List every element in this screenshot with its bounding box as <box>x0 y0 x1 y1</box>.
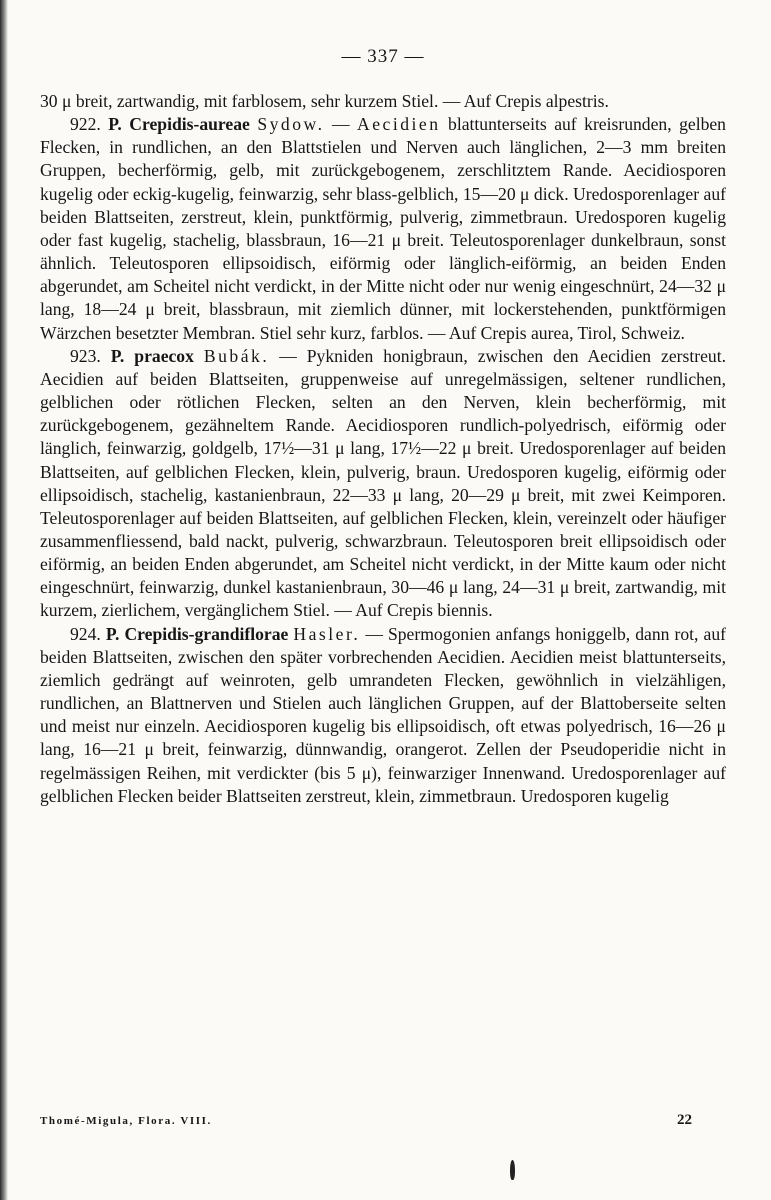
entry-923 <box>40 345 726 623</box>
entry-species-name: praecox <box>134 345 194 366</box>
entry-species-name: Crepidis-grandiflorae <box>124 623 289 644</box>
entry-author: Sydow. <box>257 114 325 135</box>
entry-number: 924. <box>70 623 101 644</box>
entry-spaced-term: Aecidien <box>357 114 441 135</box>
footer-signature: 22 <box>677 1112 692 1128</box>
entry-species-name: Crepidis-aureae <box>129 114 250 135</box>
intro-paragraph: 30 μ breit, zartwandig, mit farblosem, sehr kurzem Stiel. — Auf Crepis alpestris. <box>40 91 609 111</box>
footer-source: Thomé-Migula, Flora. VIII. <box>40 1115 212 1127</box>
ink-mark <box>510 1160 515 1180</box>
page-edge-shadow <box>0 0 8 1200</box>
book-page <box>40 0 726 1200</box>
entry-genus: P. <box>110 345 125 366</box>
entry-924 <box>40 623 726 808</box>
page-text <box>40 90 726 808</box>
entry-genus: P. <box>108 114 122 135</box>
entry-description: — Spermogonien anfangs honiggelb, dann rot, auf beiden Blattseiten, zwischen den später vorbrechenden Aecidien. Aecidien meist blattunterseits, ziemlich gedrängt auf weinroten, gelb umrandeten Flecken, gewöhnlich in vielzähligen, rundlichen, an Blattnerven und Stielen auch länglichen Gruppen, auf der Blattoberseite selten und meist nur einzeln. Aecidiosporen kugelig bis ellipsoidisch, oft etwas polyedrisch, 16—26 μ lang, 16—21 μ breit, feinwarzig, dünnwandig, orangerot. Zellen der Pseudoperidie nicht in regelmässigen Reihen, mit verdickter (bis 5 μ), feinwarziger Innenwand. Uredosporenlager auf gelblichen Flecken beider Blattseiten zerstreut, klein, zimmetbraun. Uredosporen kugelig <box>40 623 726 806</box>
entry-number: 923. <box>70 345 101 366</box>
entry-lead: — <box>331 114 358 135</box>
entry-number: 922. <box>70 114 101 135</box>
entry-author: Hasler. <box>293 623 361 644</box>
entry-description: — Pykniden honigbraun, zwischen den Aecidien zerstreut. Aecidien auf beiden Blattseiten, gruppenweise auf unregelmässigen, seltener rundlichen, gelblichen oder rötlichen Flecken, selten an den Nerven, klein becherförmig, mit zurückgebogenem, gezähneltem Rande. Aecidiosporen rundlich-polyedrisch, eiförmig oder länglich, feinwarzig, goldgelb, 17½—31 μ lang, 17½—22 μ breit. Uredosporenlager auf beiden Blattseiten, auf gelblichen Flecken, klein, pulverig, braun. Uredosporen kugelig, eiförmig oder ellipsoidisch, stachelig, kastanienbraun, 22—33 μ lang, 20—29 μ breit, mit zwei Keimporen. Teleutosporenlager auf beiden Blattseiten, auf gelblichen Flecken, klein, vereinzelt oder häufiger zusammenfliessend, bald nackt, pulverig, schwarzbraun. Teleutosporen breit ellipsoidisch oder eiförmig, an beiden Enden abgerundet, am Scheitel nicht verdickt, in der Mitte kaum oder nicht eingeschnürt, feinwarzig, dunkel kastanienbraun, 30—46 μ lang, 24—31 μ breit, zartwandig, mit kurzem, zierlichem, vergänglichem Stiel. — Auf Crepis biennis. <box>40 345 726 621</box>
page-number: — 337 — <box>341 46 425 67</box>
entry-description: blattunterseits auf kreisrunden, gelben Flecken, in rundlichen, an den Blattstielen und Nerven auch länglichen, 2—3 mm breiten Gruppen, becherförmig, gelb, mit zurückgebogenem, zerschlitztem Rande. Aecidiosporen kugelig oder eckig-kugelig, feinwarzig, sehr blass-gelblich, 15—20 μ dick. Uredosporenlager auf beiden Blattseiten, zerstreut, klein, punktförmig, pulverig, zimmetbraun. Uredosporen kugelig oder fast kugelig, stachelig, blassbraun, 16—21 μ breit. Teleutosporenlager dunkelbraun, sonst ähnlich. Teleutosporen ellipsoidisch, eiförmig oder länglich-eiförmig, an beiden Enden abgerundet, am Scheitel nicht verdickt, in der Mitte nicht oder nur wenig eingeschnürt, 24—32 μ lang, 18—24 μ breit, blassbraun, mit ziemlich dünner, mit lockerstehenden, punktförmigen Wärzchen besetzter Membran. Stiel sehr kurz, farblos. — Auf Crepis aurea, Tirol, Schweiz. <box>40 114 726 343</box>
entry-author: Bubák. <box>203 345 270 366</box>
entry-922 <box>40 113 726 345</box>
entry-genus: P. <box>105 623 120 644</box>
